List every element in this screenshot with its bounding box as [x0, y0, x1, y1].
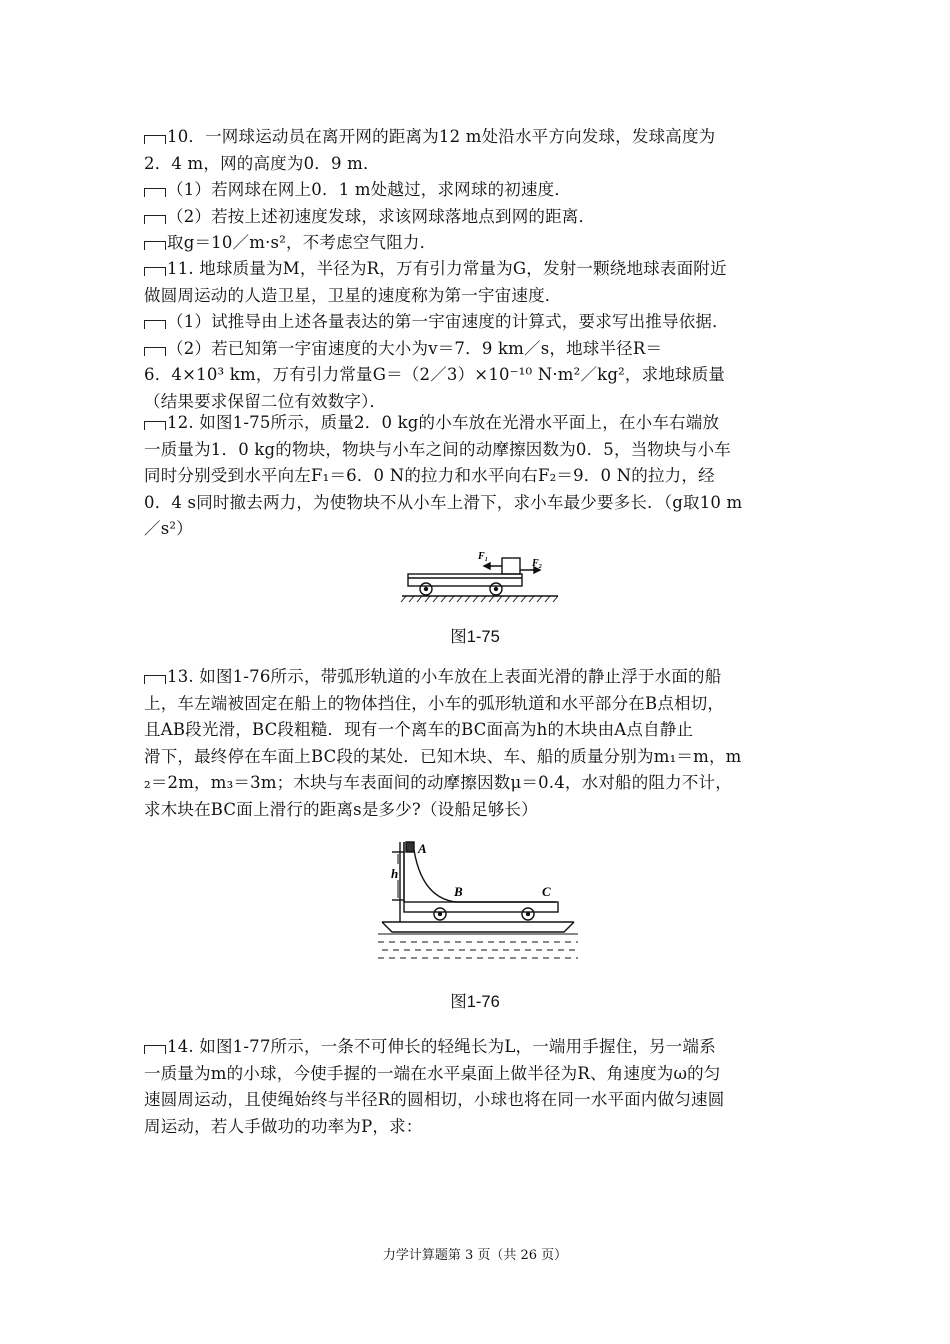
label-h: h [391, 866, 399, 881]
bracket-mark [144, 675, 166, 684]
q10-line-5: 取g＝10／m·s²，不考虑空气阻力． [167, 233, 437, 252]
block [502, 558, 520, 574]
q12-line-3: 同时分别受到水平向左F₁＝6．0 N的拉力和水平向右F₂＝9．0 N的拉力，经 [144, 466, 715, 485]
q11-line-1: 11. 地球质量为M，半径为R，万有引力常量为G，发射一颗绕地球表面附近 [167, 259, 727, 278]
figure-1-75-cart [400, 546, 560, 606]
q13-line-4: 滑下，最终停在车面上BC段的某处．已知木块、车、船的质量分别为m₁＝m，m [144, 746, 742, 766]
water-waves [378, 942, 578, 958]
q12-line-1: 12. 如图1-75所示，质量2．0 kg的小车放在光滑水平面上，在小车右端放 [167, 413, 720, 432]
question-12 [144, 410, 809, 543]
q11-line-6: （结果要求保留二位有效数字）． [144, 391, 387, 411]
q13-line-6: 求木块在BC面上滑行的距离s是多少?（设船足够长） [144, 799, 538, 819]
q11-line-5: 6．4×10³ km，万有引力常量G＝（2／3）×10⁻¹⁰ N·m²／kg²，求地球质量 [144, 365, 726, 384]
q12-line-2: 一质量为1．0 kg的物块，物块与小车之间的动摩擦因数为0．5，当物块与小车 [144, 439, 731, 459]
q14-line-3: 速圆周运动，且使绳始终与半径R的圆相切，小球也将在同一水平面内做匀速圆 [144, 1090, 725, 1109]
bracket-mark [144, 135, 166, 144]
boat-hull [382, 922, 574, 932]
question-11 [144, 256, 809, 415]
q10-line-2: 2．4 m，网的高度为0．9 m． [144, 153, 380, 173]
q13-line-3: 且AB段光滑，BC段粗糙．现有一个离车的BC面高为h的木块由A点自静止 [144, 720, 694, 739]
bracket-mark [144, 267, 166, 276]
wooden-block [406, 842, 414, 852]
bracket-mark [144, 188, 166, 197]
label-f2: F₂ [532, 558, 543, 569]
q12-line-4: 0．4 s同时撤去两力，为使物块不从小车上滑下，求小车最少要多长．（g取10 m [144, 492, 743, 512]
figure-1-75-caption: 图1-75 [450, 628, 500, 646]
arc-track [414, 850, 556, 902]
bracket-mark [144, 320, 166, 329]
question-14 [144, 1034, 809, 1140]
q14-line-1: 14. 如图1-77所示，一条不可伸长的轻绳长为L，一端用手握住，另一端系 [167, 1037, 716, 1056]
label-f1: F₁ [478, 551, 489, 562]
cart-body [404, 902, 558, 912]
ground-hatch [401, 596, 558, 602]
q13-line-1: 13. 如图1-76所示，带弧形轨道的小车放在上表面光滑的静止浮于水面的船 [167, 667, 722, 686]
figure-1-76-boat-cart [378, 836, 578, 966]
q12-line-5: ／s²） [144, 519, 193, 538]
q13-line-5: ₂＝2m，m₃＝3m；木块与车表面间的动摩擦因数μ＝0.4，水对船的阻力不计， [144, 773, 732, 792]
bracket-mark [144, 1045, 166, 1054]
question-10 [144, 124, 809, 257]
bracket-mark [144, 347, 166, 356]
q14-line-4: 周运动，若人手做功的功率为P，求： [144, 1116, 423, 1136]
q14-line-2: 一质量为m的小球，今使手握的一端在水平桌面上做半径为R、角速度为ω的匀 [144, 1063, 721, 1083]
label-a: A [418, 841, 427, 856]
bracket-mark [144, 215, 166, 224]
label-b: B [454, 884, 463, 899]
q10-line-1: 10．一网球运动员在离开网的距离为12 m处沿水平方向发球，发球高度为 [167, 127, 716, 146]
bracket-mark [144, 421, 166, 430]
bracket-mark [144, 241, 166, 250]
figure-1-76-caption: 图1-76 [450, 993, 500, 1011]
page-footer: 力学计算题第 3 页（共 26 页） [382, 1248, 568, 1263]
label-c: C [542, 884, 551, 899]
q13-line-2: 上，车左端被固定在船上的物体挡住，小车的弧形轨道和水平部分在B点相切， [144, 693, 725, 713]
q10-line-4: （2）若按上述初速度发球，求该网球落地点到网的距离． [167, 206, 596, 226]
q11-line-4: （2）若已知第一宇宙速度的大小为v＝7．9 km／s，地球半径R＝ [167, 338, 663, 358]
q11-line-3: （1）试推导由上述各量表达的第一宇宙速度的计算式，要求写出推导依据． [167, 312, 729, 331]
q11-line-2: 做圆周运动的人造卫星，卫星的速度称为第一宇宙速度． [144, 285, 562, 305]
question-13 [144, 664, 809, 823]
cart-body [408, 574, 522, 586]
q10-line-3: （1）若网球在网上0．1 m处越过，求网球的初速度． [167, 180, 572, 199]
